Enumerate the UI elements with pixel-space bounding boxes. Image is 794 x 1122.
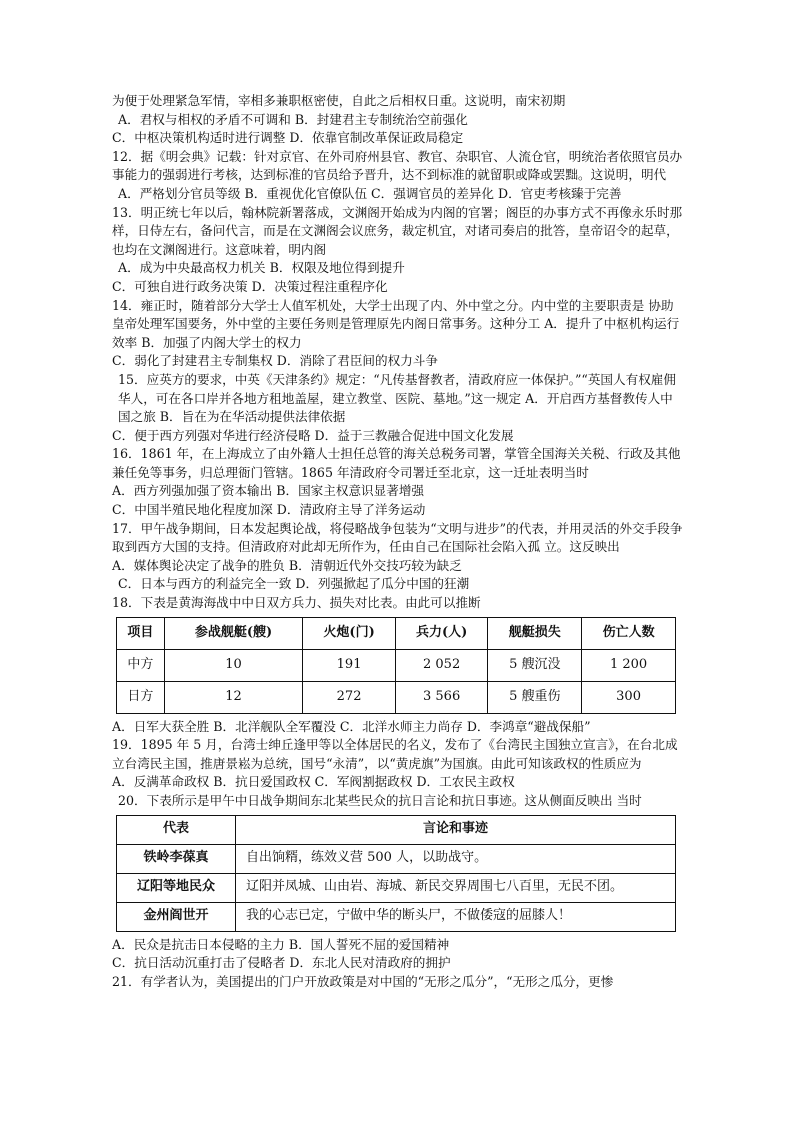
option-line: A．严格划分官员等级 B．重视优化官僚队伍 C．强调官员的差异化 D．官吏考核臻于完善 (118, 185, 622, 201)
table-cell: 自出饷糈，练效义营 500 人，以助战守。 (236, 844, 676, 873)
table-cell: 中方 (117, 649, 165, 681)
exam-page (112, 92, 684, 991)
option-line: C．中枢决策机构适时进行调整 D．依靠官制改革保证政局稳定 (112, 130, 464, 146)
table-row (117, 844, 676, 873)
table-cell: 191 (303, 649, 396, 681)
table-cell: 辽阳并凤城、山由岩、海城、新民交界周围七八百里，无民不团。 (236, 873, 676, 902)
table-row (117, 681, 676, 713)
table-header-cell: 参战舰艇(艘) (164, 617, 303, 649)
table-cell: 300 (582, 681, 676, 713)
table-cell: 5 艘重伤 (488, 681, 582, 713)
anti-japanese-table (116, 815, 676, 932)
table-header-cell: 火炮(门) (303, 617, 396, 649)
option-line: C．弱化了封建君主专制集权 D．消除了君臣间的权力斗争 (112, 353, 438, 369)
option-line: A．日军大获全胜 B．北洋舰队全军覆没 C．北洋水师主力尚存 D．李鸿章“避战保船” (112, 718, 591, 734)
table-cell: 铁岭李葆真 (117, 844, 236, 873)
table-header-cell: 兵力(人) (395, 617, 488, 649)
table-row (117, 902, 676, 931)
question-14: 14．雍正时，随着部分大学士人值军机处，大学士出现了内、外中堂之分。内中堂的主要职责是 协助皇帝处理军国要务，外中堂的主要任务则是管理原先内阁日常事务。这种分工 A．提升了中枢机构运行效率 B．加强了内阁大学士的权力 (112, 297, 680, 350)
table-row (117, 873, 676, 902)
table-header-cell: 代表 (117, 815, 236, 844)
table-header-row (117, 815, 676, 844)
option-line: A．西方列强加强了资本输出 B．国家主权意识显著增强 (112, 483, 425, 499)
option-line: C．日本与西方的利益完全一致 D．列强掀起了瓜分中国的狂潮 (118, 576, 470, 592)
table-row (117, 649, 676, 681)
table-header-cell: 伤亡人数 (582, 617, 676, 649)
table-cell: 金州阎世开 (117, 902, 236, 931)
question-19: 19．1895 年 5 月，台湾士绅丘逢甲等以全体居民的名义，发布了《台湾民主国独立宣言》，在台北成立台湾民主国，推唐景崧为总统，国号“永清”，以“黄虎旗”为国旗。由此可知该政权的性质应为 (112, 737, 678, 771)
table-cell: 1 200 (582, 649, 676, 681)
table-cell: 日方 (117, 681, 165, 713)
question-21: 21．有学者认为，美国提出的门户开放政策是对中国的“无形之瓜分”，“无形之瓜分，更惨 (112, 973, 614, 989)
question-15: 15．应英方的要求，中英《天津条约》规定：“凡传基督教者，清政府应一体保护。”“英国人有权雇佣华人，可在各口岸并各地方租地盖屋，建立教堂、医院、墓地。”这一规定 A．开启西方基督教传人中国之旅 B．旨在为在华活动提供法律依据 (118, 371, 676, 425)
option-line: C．便于西方列强对华进行经济侵略 D．益于三教融合促进中国文化发展 (112, 427, 514, 443)
table-cell: 12 (164, 681, 303, 713)
table-cell: 5 艘沉没 (488, 649, 582, 681)
table-header-cell: 言论和事迹 (236, 815, 676, 844)
option-line: A．君权与相权的矛盾不可调和 B．封建君主专制统治空前强化 (118, 111, 468, 127)
option-line: C．可独自进行政务决策 D．决策过程注重程序化 (112, 278, 388, 294)
option-line: A．媒体舆论决定了战争的胜负 B．清朝近代外交技巧较为缺乏 (112, 557, 462, 573)
text-line: 为便于处理紧急军情，宰相多兼职枢密使，自此之后相权日重。这说明，南宋初期 (112, 93, 566, 108)
option-line: A．成为中央最高权力机关 B．权限及地位得到提升 (118, 260, 405, 276)
question-12: 12．据《明会典》记载：针对京官、在外司府州县官、教官、杂职官、人流仓官，明统治者依照官员办事能力的强弱进行考核，达到标准的官员给予晋升，达不到标准的就留职或降或罢黜。这说明，明代 (112, 148, 683, 183)
table-cell: 2 052 (395, 649, 488, 681)
table-header-cell: 舰艇损失 (488, 617, 582, 649)
option-line: C．抗日活动沉重打击了侵略者 D．东北人民对清政府的拥护 (112, 955, 451, 971)
table-header-cell: 项目 (117, 617, 165, 649)
question-18: 18．下表是黄海海战中中日双方兵力、损失对比表。由此可以推断 (112, 595, 481, 611)
table-cell: 10 (164, 649, 303, 681)
table-cell: 辽阳等地民众 (117, 873, 236, 902)
question-13: 13．明正统七年以后，翰林院新署落成，文渊阁开始成为内阁的官署；阁臣的办事方式不再像永乐时那样，日侍左右，备问代言，而是在文渊阁会议庶务，裁定机宜，对诸司奏启的批答，皇帝诏令的起草，也均在文渊阁进行。这意味着，明内阁 (112, 204, 683, 257)
table-header-row (117, 617, 676, 649)
option-line: C．中国半殖民地化程度加深 D．清政府主导了洋务运动 (112, 502, 426, 518)
table-cell: 我的心志已定，宁做中华的断头尸，不做倭寇的屈膝人！ (236, 902, 676, 931)
table-cell: 3 566 (395, 681, 488, 713)
table-cell: 272 (303, 681, 396, 713)
question-16: 16．1861 年，在上海成立了由外籍人士担任总管的海关总税务司署，掌管全国海关关税、行政及其他兼任免等事务，归总理衙门管辖。1865 年清政府令司署迁至北京，这一迁址表明当时 (112, 446, 681, 480)
option-line: A．反满革命政权 B．抗日爱国政权 C．军阀割据政权 D．工农民主政权 (112, 774, 515, 790)
question-17: 17．甲午战争期间，日本发起舆论战，将侵略战争包装为“文明与进步”的代表，并用灵活的外交手段争取到西方大国的支持。但清政府对此却无所作为，任由自己在国际社会陷入孤 立。这反映出 (112, 520, 683, 555)
option-line: A．民众是抗击日本侵略的主力 B．国人誓死不屈的爱国精神 (112, 936, 450, 952)
naval-battle-table (116, 617, 676, 714)
question-20: 20．下表所示是甲午中日战争期间东北某些民众的抗日言论和抗日事迹。这从侧面反映出 当时 (118, 793, 642, 808)
